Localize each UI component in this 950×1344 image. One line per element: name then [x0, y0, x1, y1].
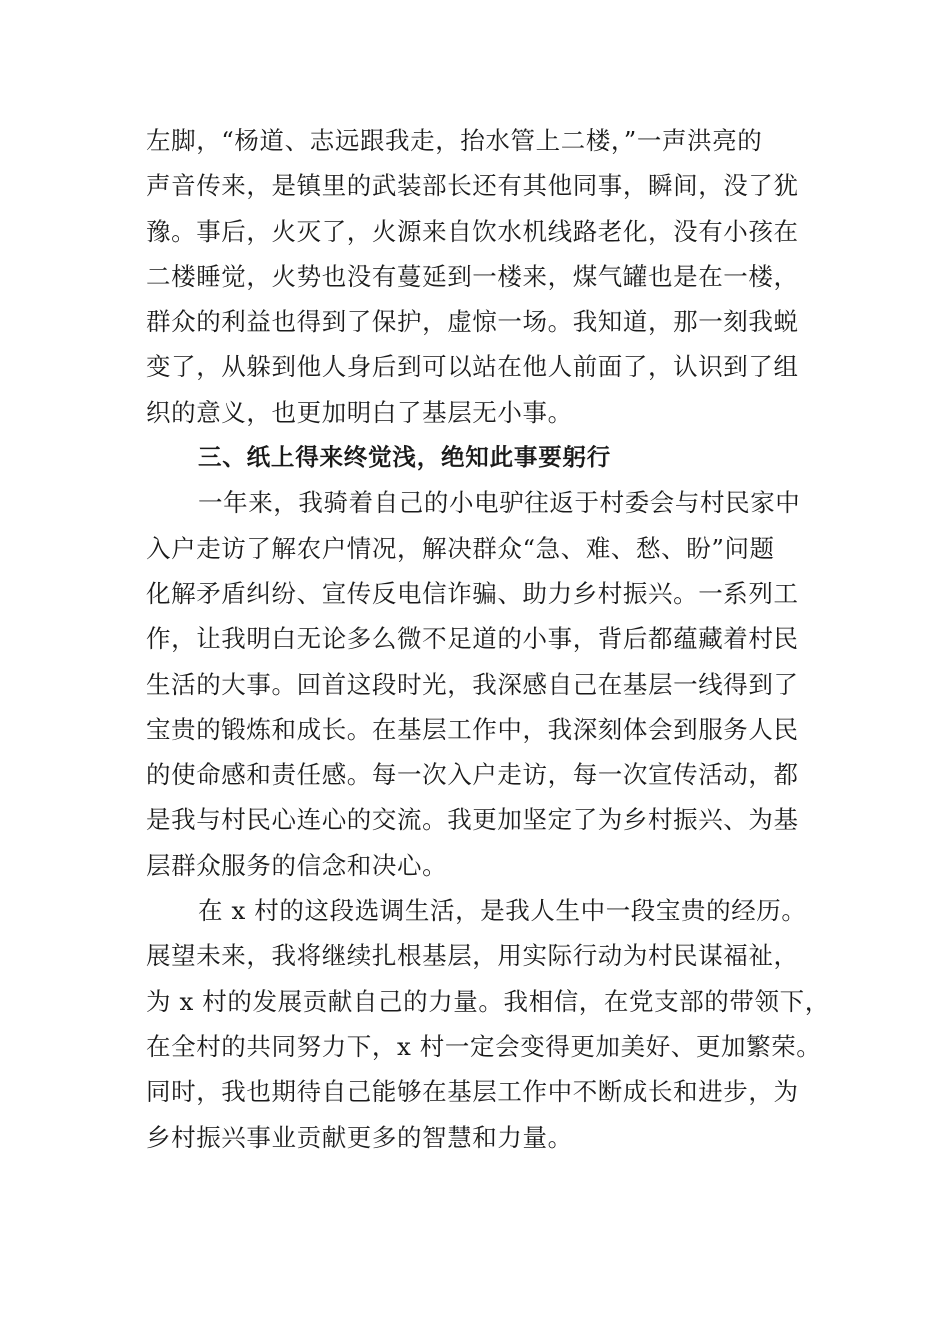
text-line: 织的意义，也更加明白了基层无小事。 — [146, 397, 573, 427]
text-line: 声音传来，是镇里的武装部长还有其他同事，瞬间，没了犹 — [146, 171, 799, 201]
text-line: 豫。事后，火灭了，火源来自饮水机线路老化，没有小孩在 — [146, 216, 799, 246]
text-line: 变了，从躲到他人身后到可以站在他人前面了，认识到了组 — [146, 352, 799, 382]
text-line: 展望未来，我将继续扎根基层，用实际行动为村民谋福祉， — [146, 941, 799, 971]
text-line: 是我与村民心连心的交流。我更加坚定了为乡村振兴、为基 — [146, 805, 799, 835]
text-line: 宝贵的锻炼和成长。在基层工作中，我深刻体会到服务人民 — [146, 714, 799, 744]
text-line: 入户走访了解农户情况，解决群众“急、难、愁、盼”问题 — [146, 533, 775, 563]
paragraph-closing — [146, 888, 836, 1160]
text-line: 一年来，我骑着自己的小电驴往返于村委会与村民家中 — [198, 488, 801, 518]
text-line: 群众的利益也得到了保护，虚惊一场。我知道，那一刻我蜕 — [146, 307, 799, 337]
text-line: 层群众服务的信念和决心。 — [146, 850, 448, 880]
text-line: 在 x 村的这段选调生活，是我人生中一段宝贵的经历。 — [198, 896, 807, 926]
text-line: 乡村振兴事业贡献更多的智慧和力量。 — [146, 1122, 573, 1152]
text-line: 化解矛盾纠纷、宣传反电信诈骗、助力乡村振兴。一系列工 — [146, 578, 799, 608]
text-line: 作，让我明白无论多么微不足道的小事，背后都蕴藏着村民 — [146, 624, 799, 654]
text-line: 生活的大事。回首这段时光，我深感自己在基层一线得到了 — [146, 669, 799, 699]
paragraph-continued — [146, 118, 836, 435]
text-line: 在全村的共同努力下，x 村一定会变得更加美好、更加繁荣。 — [146, 1031, 822, 1061]
section-heading: 三、纸上得来终觉浅，绝知此事要躬行 — [198, 443, 612, 472]
document-body — [146, 118, 836, 1160]
text-line: 为 x 村的发展贡献自己的力量。我相信，在党支部的带领下， — [146, 986, 830, 1016]
text-line: 同时，我也期待自己能够在基层工作中不断成长和进步，为 — [146, 1077, 799, 1107]
paragraph-work — [146, 480, 836, 888]
text-line: 的使命感和责任感。每一次入户走访，每一次宣传活动，都 — [146, 760, 799, 790]
text-line: 二楼睡觉，火势也没有蔓延到一楼来，煤气罐也是在一楼， — [146, 261, 799, 291]
text-line: 左脚，“杨道、志远跟我走，抬水管上二楼，”一声洪亮的 — [146, 126, 763, 155]
